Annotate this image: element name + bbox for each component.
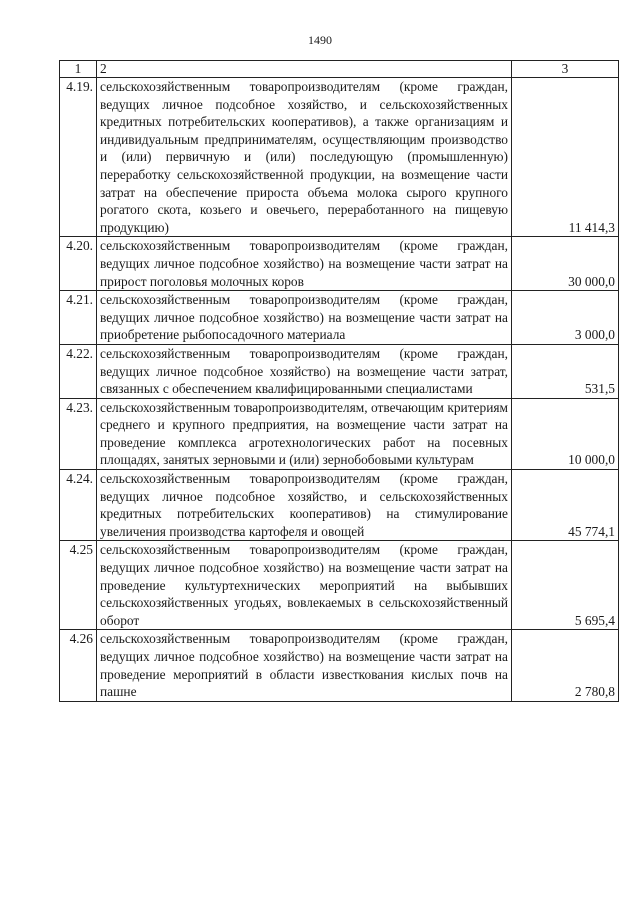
row-number: 4.21.	[60, 291, 97, 345]
row-number: 4.20.	[60, 237, 97, 291]
table-row	[60, 470, 619, 541]
row-number: 4.25	[60, 541, 97, 630]
budget-table	[59, 60, 619, 702]
row-description: сельскохозяйственным товаропроизводителям (кроме граждан, ведущих личное подсобное хозяйство) на возмещение части затрат, связанных с обеспечением квалифицированными специалистами	[97, 344, 512, 398]
column-header-amount: 3	[512, 61, 619, 78]
row-amount: 5 695,4	[512, 541, 619, 630]
row-amount: 30 000,0	[512, 237, 619, 291]
column-header-description: 2	[97, 61, 512, 78]
row-number: 4.22.	[60, 344, 97, 398]
row-description: сельскохозяйственным товаропроизводителям (кроме граждан, ведущих личное подсобное хозяйство, и сельскохозяйственных кредитных потребительских кооперативов) на стимулирование увеличения производства картофеля и овощей	[97, 470, 512, 541]
row-amount: 2 780,8	[512, 630, 619, 701]
row-amount: 11 414,3	[512, 78, 619, 237]
row-amount: 45 774,1	[512, 470, 619, 541]
row-amount: 531,5	[512, 344, 619, 398]
row-number: 4.19.	[60, 78, 97, 237]
row-number: 4.24.	[60, 470, 97, 541]
table-header-row	[60, 61, 619, 78]
row-amount: 10 000,0	[512, 398, 619, 469]
column-header-number: 1	[60, 61, 97, 78]
row-number: 4.26	[60, 630, 97, 701]
table-row	[60, 78, 619, 237]
row-amount: 3 000,0	[512, 291, 619, 345]
table-row	[60, 344, 619, 398]
row-description: сельскохозяйственным товаропроизводителям (кроме граждан, ведущих личное подсобное хозяйство) на возмещение части затрат на проведение мероприятий в области известкования кислых почв на пашне	[97, 630, 512, 701]
table-row	[60, 237, 619, 291]
table-row	[60, 541, 619, 630]
row-description: сельскохозяйственным товаропроизводителям, отвечающим критериям среднего и крупного предприятия, на возмещение части затрат на проведение комплекса агротехнологических работ на посевных площадях, занятых зерновыми и (или) зернобобовыми культурам	[97, 398, 512, 469]
table-row	[60, 630, 619, 701]
row-number: 4.23.	[60, 398, 97, 469]
row-description: сельскохозяйственным товаропроизводителям (кроме граждан, ведущих личное подсобное хозяйство) на возмещение части затрат на проведение культуртехнических мероприятий на выбывших сельскохозяйственных угодьях, вовлекаемых в сельскохозяйственный оборот	[97, 541, 512, 630]
page-number: 1490	[308, 33, 332, 47]
table-row	[60, 291, 619, 345]
row-description: сельскохозяйственным товаропроизводителям (кроме граждан, ведущих личное подсобное хозяйство) на возмещение части затрат на приобретение рыбопосадочного материала	[97, 291, 512, 345]
row-description: сельскохозяйственным товаропроизводителям (кроме граждан, ведущих личное подсобное хозяйство, и сельскохозяйственных кредитных потребительских кооперативов), а также организациям и индивидуальным предпринимателям, осуществляющим производство и (или) первичную и (или) последующую (промышленную) переработку сельскохозяйственной продукции, на возмещение части затрат на обеспечение прироста объема молока сырого крупного рогатого скота, козьего и овечьего, переработанного на пищевую продукцию)	[97, 78, 512, 237]
table-row	[60, 398, 619, 469]
row-description: сельскохозяйственным товаропроизводителям (кроме граждан, ведущих личное подсобное хозяйство) на возмещение части затрат на прирост поголовья молочных коров	[97, 237, 512, 291]
